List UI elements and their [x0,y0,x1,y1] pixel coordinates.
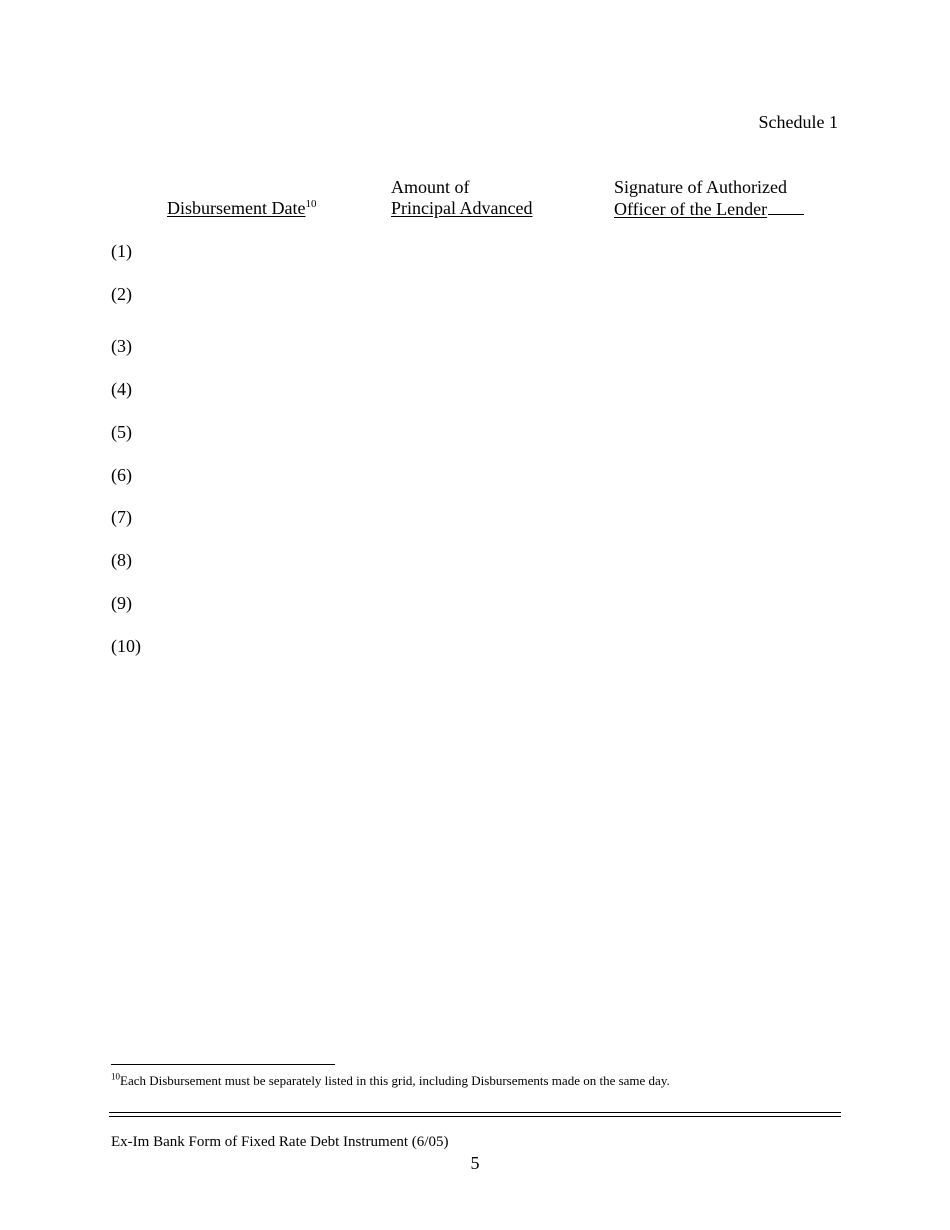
footnote-separator [111,1064,335,1065]
page-number: 5 [470,1153,480,1173]
footnote-number: 10 [111,1071,120,1082]
row-number: (5) [111,422,132,442]
signature-line [768,198,804,215]
column-header-amount [391,177,532,219]
row-number: (9) [111,593,132,613]
row-number: (10) [111,636,141,656]
footnote [111,1073,670,1089]
form-name: Ex-Im Bank Form of Fixed Rate Debt Instrument (6/05) [111,1134,449,1150]
column-header-signature [614,177,804,220]
row-number: (7) [111,507,132,527]
footnote-reference: 10 [305,198,317,210]
row-number: (3) [111,336,132,356]
row-number: (6) [111,465,132,485]
column-header-label: Disbursement Date [167,198,306,218]
row-number: (2) [111,284,132,304]
column-header-disbursement-date [167,198,316,219]
row-number: (8) [111,550,132,570]
column-header-line1: Amount of [391,177,470,197]
schedule-label: Schedule 1 [758,112,838,132]
row-number: (4) [111,379,132,399]
footer-double-rule [109,1112,841,1117]
column-header-line2: Officer of the Lender [614,199,768,219]
row-number: (1) [111,241,132,261]
column-header-line2: Principal Advanced [391,198,533,218]
column-header-line1: Signature of Authorized [614,177,787,197]
footnote-text: Each Disbursement must be separately listed in this grid, including Disbursements made on the same day. [120,1073,670,1088]
